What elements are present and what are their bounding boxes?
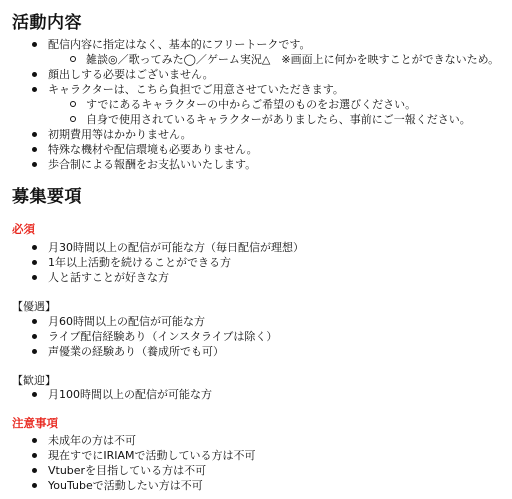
section-heading-activities: 活動内容 — [12, 13, 82, 33]
list-item: 1年以上活動を続けることができる方 — [0, 255, 512, 270]
preferred-label: 【優遇】 — [12, 300, 56, 313]
list-item: 人と話すことが好きな方 — [0, 270, 512, 285]
list-item: 声優業の経験あり（養成所でも可） — [0, 344, 512, 359]
welcome-label: 【歓迎】 — [12, 374, 56, 387]
list-item: 配信内容に指定はなく、基本的にフリートークです。 — [0, 37, 512, 52]
notes-label: 注意事項 — [12, 416, 58, 430]
notes-list — [0, 433, 512, 493]
list-item: 雑談◎／歌ってみた◯／ゲーム実況△ ※画面上に何かを映すことができないため。 — [0, 52, 512, 67]
activities-list — [0, 37, 512, 172]
list-item: ライブ配信経験あり（インスタライブは除く） — [0, 329, 512, 344]
list-item: 現在すでにIRIAMで活動している方は不可 — [0, 448, 512, 463]
preferred-list — [0, 314, 512, 359]
list-item: 自身で使用されているキャラクターがありましたら、事前にご一報ください。 — [0, 112, 512, 127]
list-item: Vtuberを目指している方は不可 — [0, 463, 512, 478]
list-item: 月30時間以上の配信が可能な方（毎日配信が理想） — [0, 240, 512, 255]
list-item: 顔出しする必要はございません。 — [0, 67, 512, 82]
required-list — [0, 240, 512, 285]
list-item: 月100時間以上の配信が可能な方 — [0, 387, 512, 402]
list-item: キャラクターは、こちら負担でご用意させていただきます。 — [0, 82, 512, 97]
list-item: すでにあるキャラクターの中からご希望のものをお選びください。 — [0, 97, 512, 112]
list-item: 月60時間以上の配信が可能な方 — [0, 314, 512, 329]
list-item: 未成年の方は不可 — [0, 433, 512, 448]
welcome-list — [0, 387, 512, 402]
list-item: YouTubeで活動したい方は不可 — [0, 478, 512, 493]
list-item: 特殊な機材や配信環境も必要ありません。 — [0, 142, 512, 157]
section-heading-recruitment: 募集要項 — [12, 187, 82, 207]
list-item: 初期費用等はかかりません。 — [0, 127, 512, 142]
list-item: 歩合制による報酬をお支払いいたします。 — [0, 157, 512, 172]
required-label: 必須 — [12, 222, 35, 236]
